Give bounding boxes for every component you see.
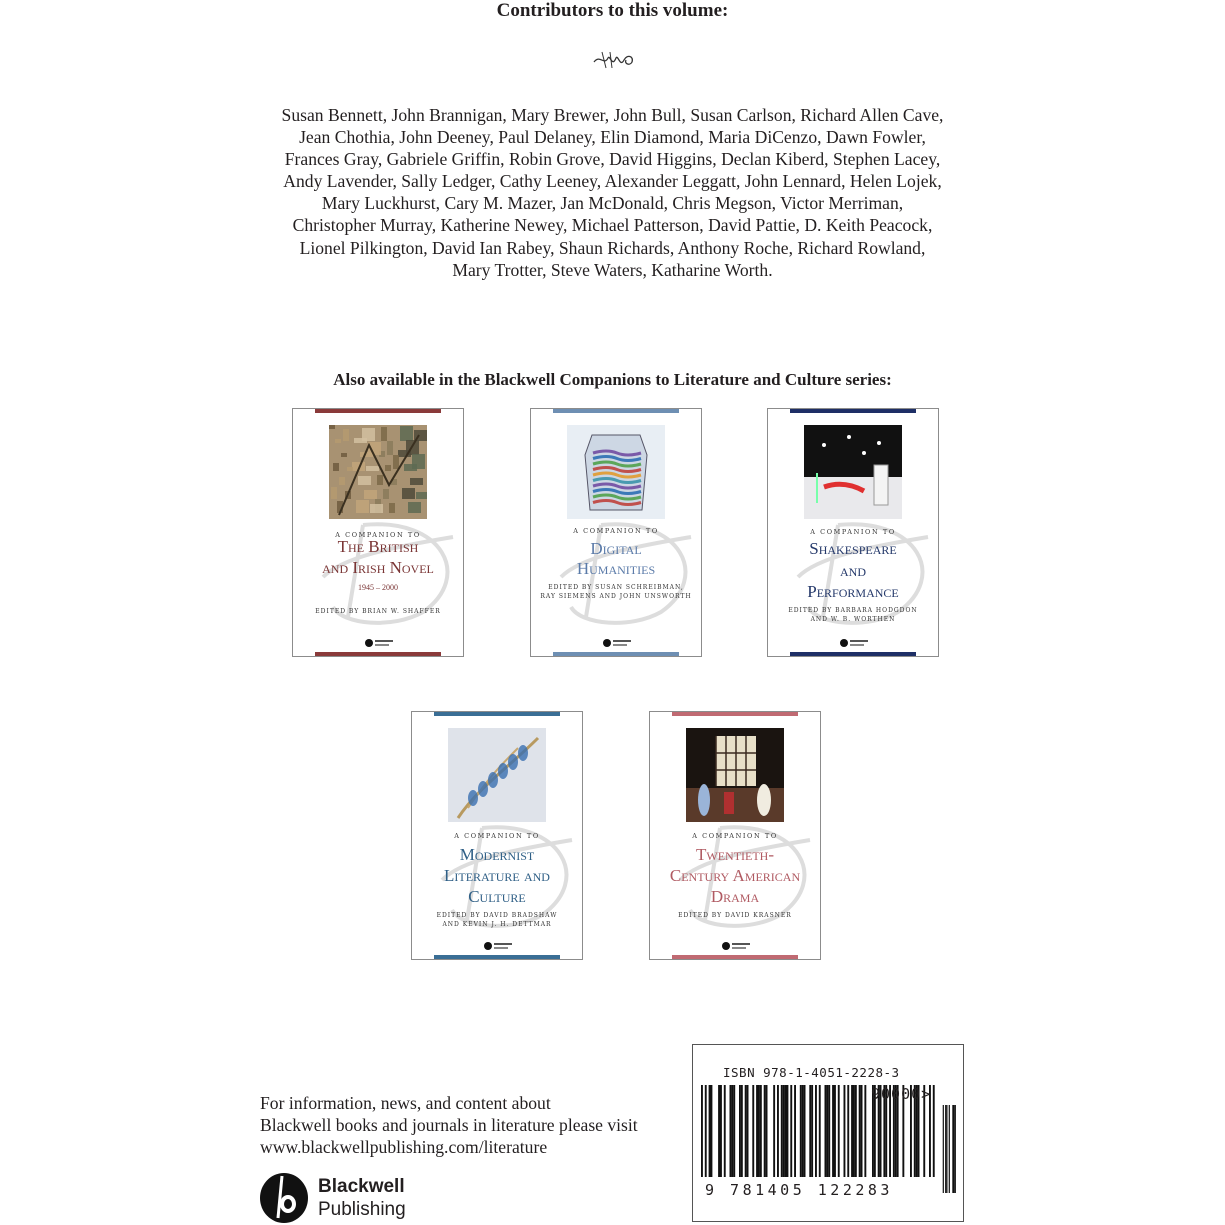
cover-editor-line: RAY SIEMENS AND JOHN UNSWORTH [540,593,692,600]
cover-artwork-icon [329,425,427,519]
cover-editor-line: EDITED BY DAVID KRASNER [678,912,792,919]
cover-publisher-logo-icon [722,941,752,951]
cover-editor-line: EDITED BY BARBARA HODGDON [788,607,918,614]
cover-kicker: A COMPANION TO [335,531,421,539]
cover-bottom-bar [553,652,679,656]
cover-title-line: Performance [807,582,899,601]
blackwell-b-icon [258,1170,310,1224]
barcode-panel [692,1044,964,1222]
cover-title-line: Century American [669,866,801,885]
cover-title-line: Shakespeare [809,539,897,558]
contributors-line: Christopher Murray, Katherine Newey, Michael Patterson, David Pattie, D. Keith Peacock, [292,215,933,236]
book-cover-modernist-literature[interactable] [411,711,583,960]
contributors-line: Mary Luckhurst, Cary M. Mazer, Jan McDonald, Chris Megson, Victor Merriman, [321,193,904,214]
cover-artwork-icon [448,728,546,822]
contributors-line: Mary Trotter, Steve Waters, Katharine Worth. [452,259,773,280]
cover-title-line: and [840,561,866,580]
contributors-heading: Contributors to this volume: [496,0,729,21]
cover-artwork-icon [804,425,902,519]
cover-publisher-logo-icon [603,638,633,648]
info-url[interactable]: www.blackwellpublishing.com/literature [260,1137,548,1157]
logo-line-2: Publishing [318,1199,406,1220]
cover-publisher-logo-icon [840,638,870,648]
book-cover-shakespeare-performance[interactable] [767,408,939,657]
contributors-line: Jean Chothia, John Deeney, Paul Delaney, Elin Diamond, Maria DiCenzo, Dawn Fowler, [299,127,926,148]
cover-title-line: and Irish Novel [322,558,434,577]
barcode-addon: 90000> [871,1085,932,1103]
cover-title-line: Literature and [444,866,550,885]
cover-title-line: Culture [468,887,526,906]
cover-top-bar [315,409,441,413]
ornament-flourish-icon [592,48,636,72]
cover-top-bar [553,409,679,413]
isbn-text: ISBN 978-1-4051-2228-3 [723,1065,900,1080]
cover-publisher-logo-icon [365,638,395,648]
cover-top-bar [434,712,560,716]
cover-kicker: A COMPANION TO [573,527,659,535]
cover-editor-line: EDITED BY DAVID BRADSHAW [436,912,558,919]
cover-date: 1945 – 2000 [358,583,398,592]
info-line: Blackwell books and journals in literature please visit [260,1115,638,1135]
contributors-line: Andy Lavender, Sally Ledger, Cathy Leeney, Alexander Leggatt, John Lennard, Helen Lojek, [283,171,942,192]
contributors-line: Frances Gray, Gabriele Griffin, Robin Grove, David Higgins, Declan Kiberd, Stephen Lacey, [284,149,941,170]
cover-bottom-bar [672,955,798,959]
ean-number: 9 781405 122283 [705,1181,893,1199]
cover-top-bar [672,712,798,716]
cover-kicker: A COMPANION TO [810,528,896,536]
cover-artwork-icon [686,728,784,822]
cover-title-line: Humanities [576,559,656,578]
cover-artwork-icon [567,425,665,519]
cover-bottom-bar [434,955,560,959]
logo-line-1: Blackwell [318,1176,405,1197]
cover-editor-line: AND KEVIN J. H. DETTMAR [442,921,552,928]
cover-editor-line: EDITED BY SUSAN SCHREIBMAN, [548,584,684,591]
cover-kicker: A COMPANION TO [454,832,540,840]
cover-top-bar [790,409,916,413]
book-cover-digital-humanities[interactable] [530,408,702,657]
cover-publisher-logo-icon [484,941,514,951]
contributors-list [250,104,975,281]
info-text [260,1092,680,1158]
cover-editor-line: AND W. B. WORTHEN [810,616,896,623]
series-heading: Also available in the Blackwell Companions to Literature and Culture series: [333,370,892,389]
cover-kicker: A COMPANION TO [692,832,778,840]
cover-title-line: Drama [710,887,760,906]
book-cover-twentieth-century-drama[interactable] [649,711,821,960]
info-line: For information, news, and content about [260,1093,551,1113]
cover-title-line: Twentieth- [695,845,775,864]
blackwell-logo [258,1170,418,1225]
cover-bottom-bar [315,652,441,656]
cover-title-line: Digital [590,539,642,558]
book-cover-british-irish-novel[interactable] [292,408,464,657]
cover-title-line: The British [337,537,419,556]
contributors-line: Susan Bennett, John Brannigan, Mary Brewer, John Bull, Susan Carlson, Richard Allen Cave, [281,105,944,125]
cover-bottom-bar [790,652,916,656]
contributors-line: Lionel Pilkington, David Ian Rabey, Shaun Richards, Anthony Roche, Richard Rowland, [299,237,926,258]
cover-title-line: Modernist [459,845,535,864]
cover-editor-line: EDITED BY BRIAN W. SHAFFER [315,608,441,615]
